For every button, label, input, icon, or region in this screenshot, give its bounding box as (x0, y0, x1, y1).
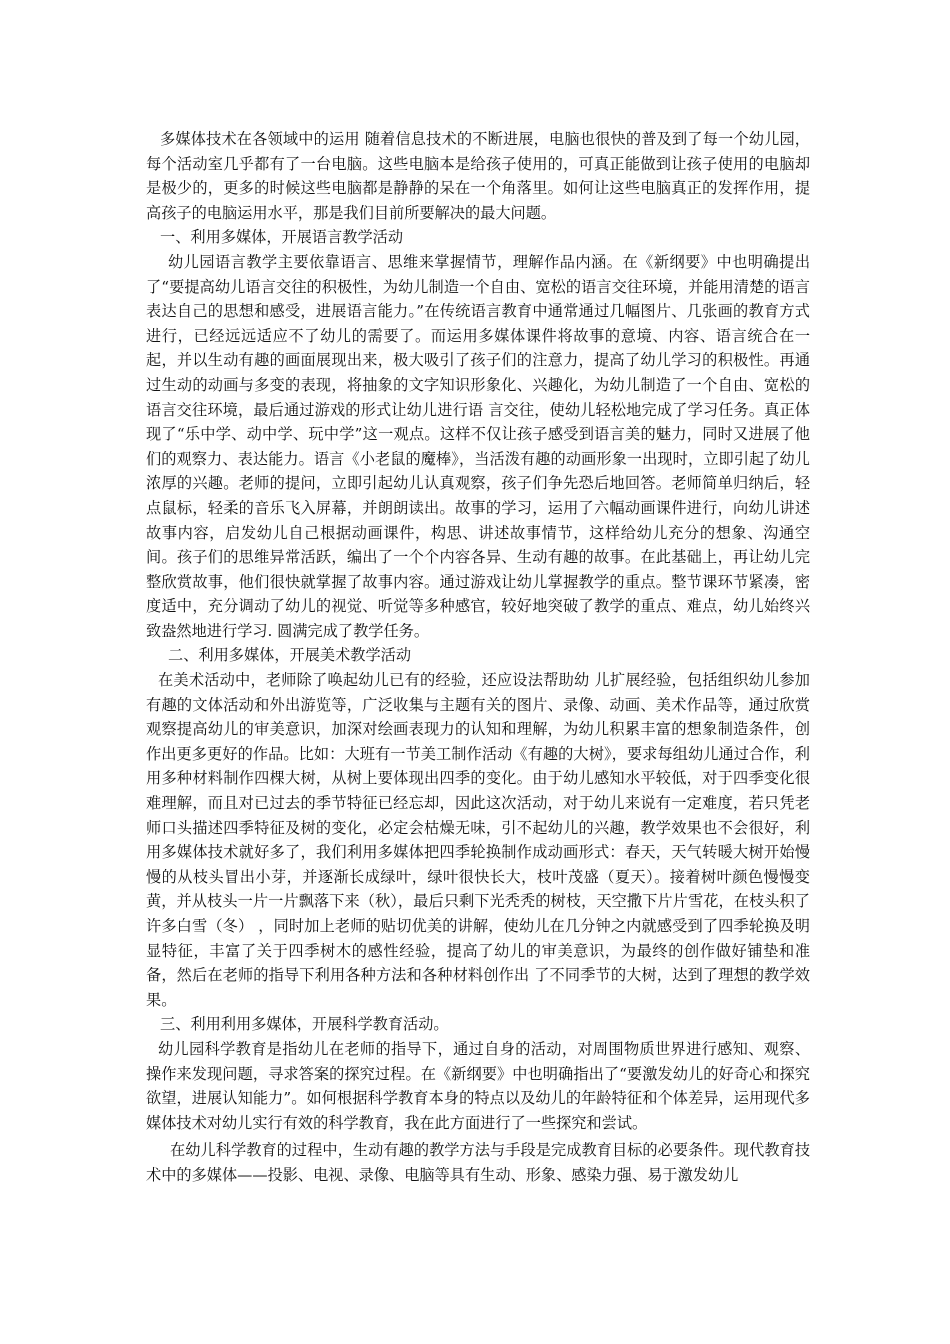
document-body (146, 127, 810, 1188)
section-heading-art: 二、利用多媒体，开展美术教学活动 (168, 646, 411, 665)
art-teaching-paragraph: 在美术活动中，老师除了唤起幼儿已有的经验，还应设法帮助幼 儿扩展经验，包括组织幼儿参加有趣的文体活动和外出游览等，广泛收集与主题有关的图片、录像、动画、美术作品等，通过欣赏观察提高幼儿的审美意识，加深对绘画表现力的认知和理解，为幼儿积累丰富的想象制造条件，创作出更多更好的作品。比如：大班有一节美工制作活动《有趣的大树》，要求每组幼儿通过合作，利用多种材料制作四棵大树，从树上要体现出四季的变化。由于幼儿感知水平较低，对于四季变化很难理解，而且对已过去的季节特征已经忘却，因此这次活动，对于幼儿来说有一定难度，若只凭老师口头描述四季特征及树的变化，必定会枯燥无味，引不起幼儿的兴趣，教学效果也不会很好，利用多媒体技术就好多了，我们利用多媒体把四季轮换制作成动画形式：春天，天气转暖大树开始慢慢的从枝头冒出小芽，并逐渐长成绿叶，绿叶很快长大，枝叶茂盛（夏天）。接着树叶颜色慢慢变黄，并从枝头一片一片飘落下来（秋），最后只剩下光秃秃的树枝，天空撒下片片雪花，在枝头积了许多白雪（冬） ，同时加上老师的贴切优美的讲解，使幼儿在几分钟之内就感受到了四季轮换及明显特征，丰富了关于四季树木的感性经验，提高了幼儿的审美意识，为最终的创作做好铺垫和准备，然后在老师的指导下利用各种方法和各种材料创作出 了不同季节的大树，达到了理想的教学效果。 (146, 671, 810, 1009)
section-heading-science: 三、利用利用多媒体，开展科学教育活动。 (160, 1015, 449, 1034)
language-teaching-paragraph: 幼儿园语言教学主要依靠语言、思维来掌握情节，理解作品内涵。在《新纲要》中也明确提出了“要提高幼儿语言交往的积极性，为幼儿制造一个自由、宽松的语言交往环境，并能用清楚的语言表达自己的思想和感受，进展语言能力。”在传统语言教育中通常通过几幅图片、几张画的教育方式进行，已经远远适应不了幼儿的需要了。而运用多媒体课件将故事的意境、内容、语言统合在一起，并以生动有趣的画面展现出来，极大吸引了孩子们的注意力，提高了幼儿学习的积极性。再通过生动的动画与多变的表现，将抽象的文字知识形象化、兴趣化，为幼儿制造了一个自由、宽松的语言交往环境，最后通过游戏的形式让幼儿进行语 言交往，使幼儿轻松地完成了学习任务。真正体现了“乐中学、动中学、玩中学”这一观点。这样不仅让孩子感受到语言美的魅力，同时又进展了他们的观察力、表达能力。语言《小老鼠的魔棒》，当活泼有趣的动画形象一出现时，立即引起了幼儿浓厚的兴趣。老师的提问，立即引起幼儿认真观察，孩子们争先恐后地回答。老师简单归纳后，轻点鼠标，轻柔的音乐飞入屏幕，并朗朗读出。故事的学习，运用了六幅动画课件进行，向幼儿讲述故事内容，启发幼儿自己根据动画课件，构思、讲述故事情节，这样给幼儿充分的想象、沟通空间。孩子们的思维异常活跃，编出了一个个内容各异、生动有趣的故事。在此基础上，再让幼儿完整欣赏故事，他们很快就掌握了故事内容。通过游戏让幼儿掌握教学的重点。整节课环节紧凑，密度适中，充分调动了幼儿的视觉、听觉等多种感官，较好地突破了教学的重点、难点，幼儿始终兴致盎然地进行学习. 圆满完成了教学任务。 (146, 252, 810, 640)
intro-paragraph: 多媒体技术在各领域中的运用 随着信息技术的不断进展，电脑也很快的普及到了每一个幼儿园，每个活动室几乎都有了一台电脑。这些电脑本是给孩子使用的，可真正能做到让孩子使用的电脑却是极少的，更多的时候这些电脑都是静静的呆在一个角落里。如何让这些电脑真正的发挥作用，提高孩子的电脑运用水平，那是我们目前所要解决的最大问题。 (146, 130, 810, 222)
science-teaching-paragraph: 幼儿园科学教育是指幼儿在老师的指导下，通过自身的活动，对周围物质世界进行感知、观察、操作来发现问题，寻求答案的探究过程。在《新纲要》中也明确指出了“要激发幼儿的好奇心和探究欲望，进展认知能力”。如何根据科学教育本身的特点以及幼儿的年龄特征和个体差异，运用现代多媒体技术对幼儿实行有效的科学教育，我在此方面进行了一些探究和尝试。 (146, 1039, 810, 1132)
section-heading-language: 一、利用多媒体，开展语言教学活动 (160, 228, 403, 247)
science-methods-paragraph: 在幼儿科学教育的过程中，生动有趣的教学方法与手段是完成教育目标的必要条件。现代教育技术中的多媒体——投影、电视、录像、电脑等具有生动、形象、感染力强、易于激发幼儿 (146, 1141, 810, 1184)
